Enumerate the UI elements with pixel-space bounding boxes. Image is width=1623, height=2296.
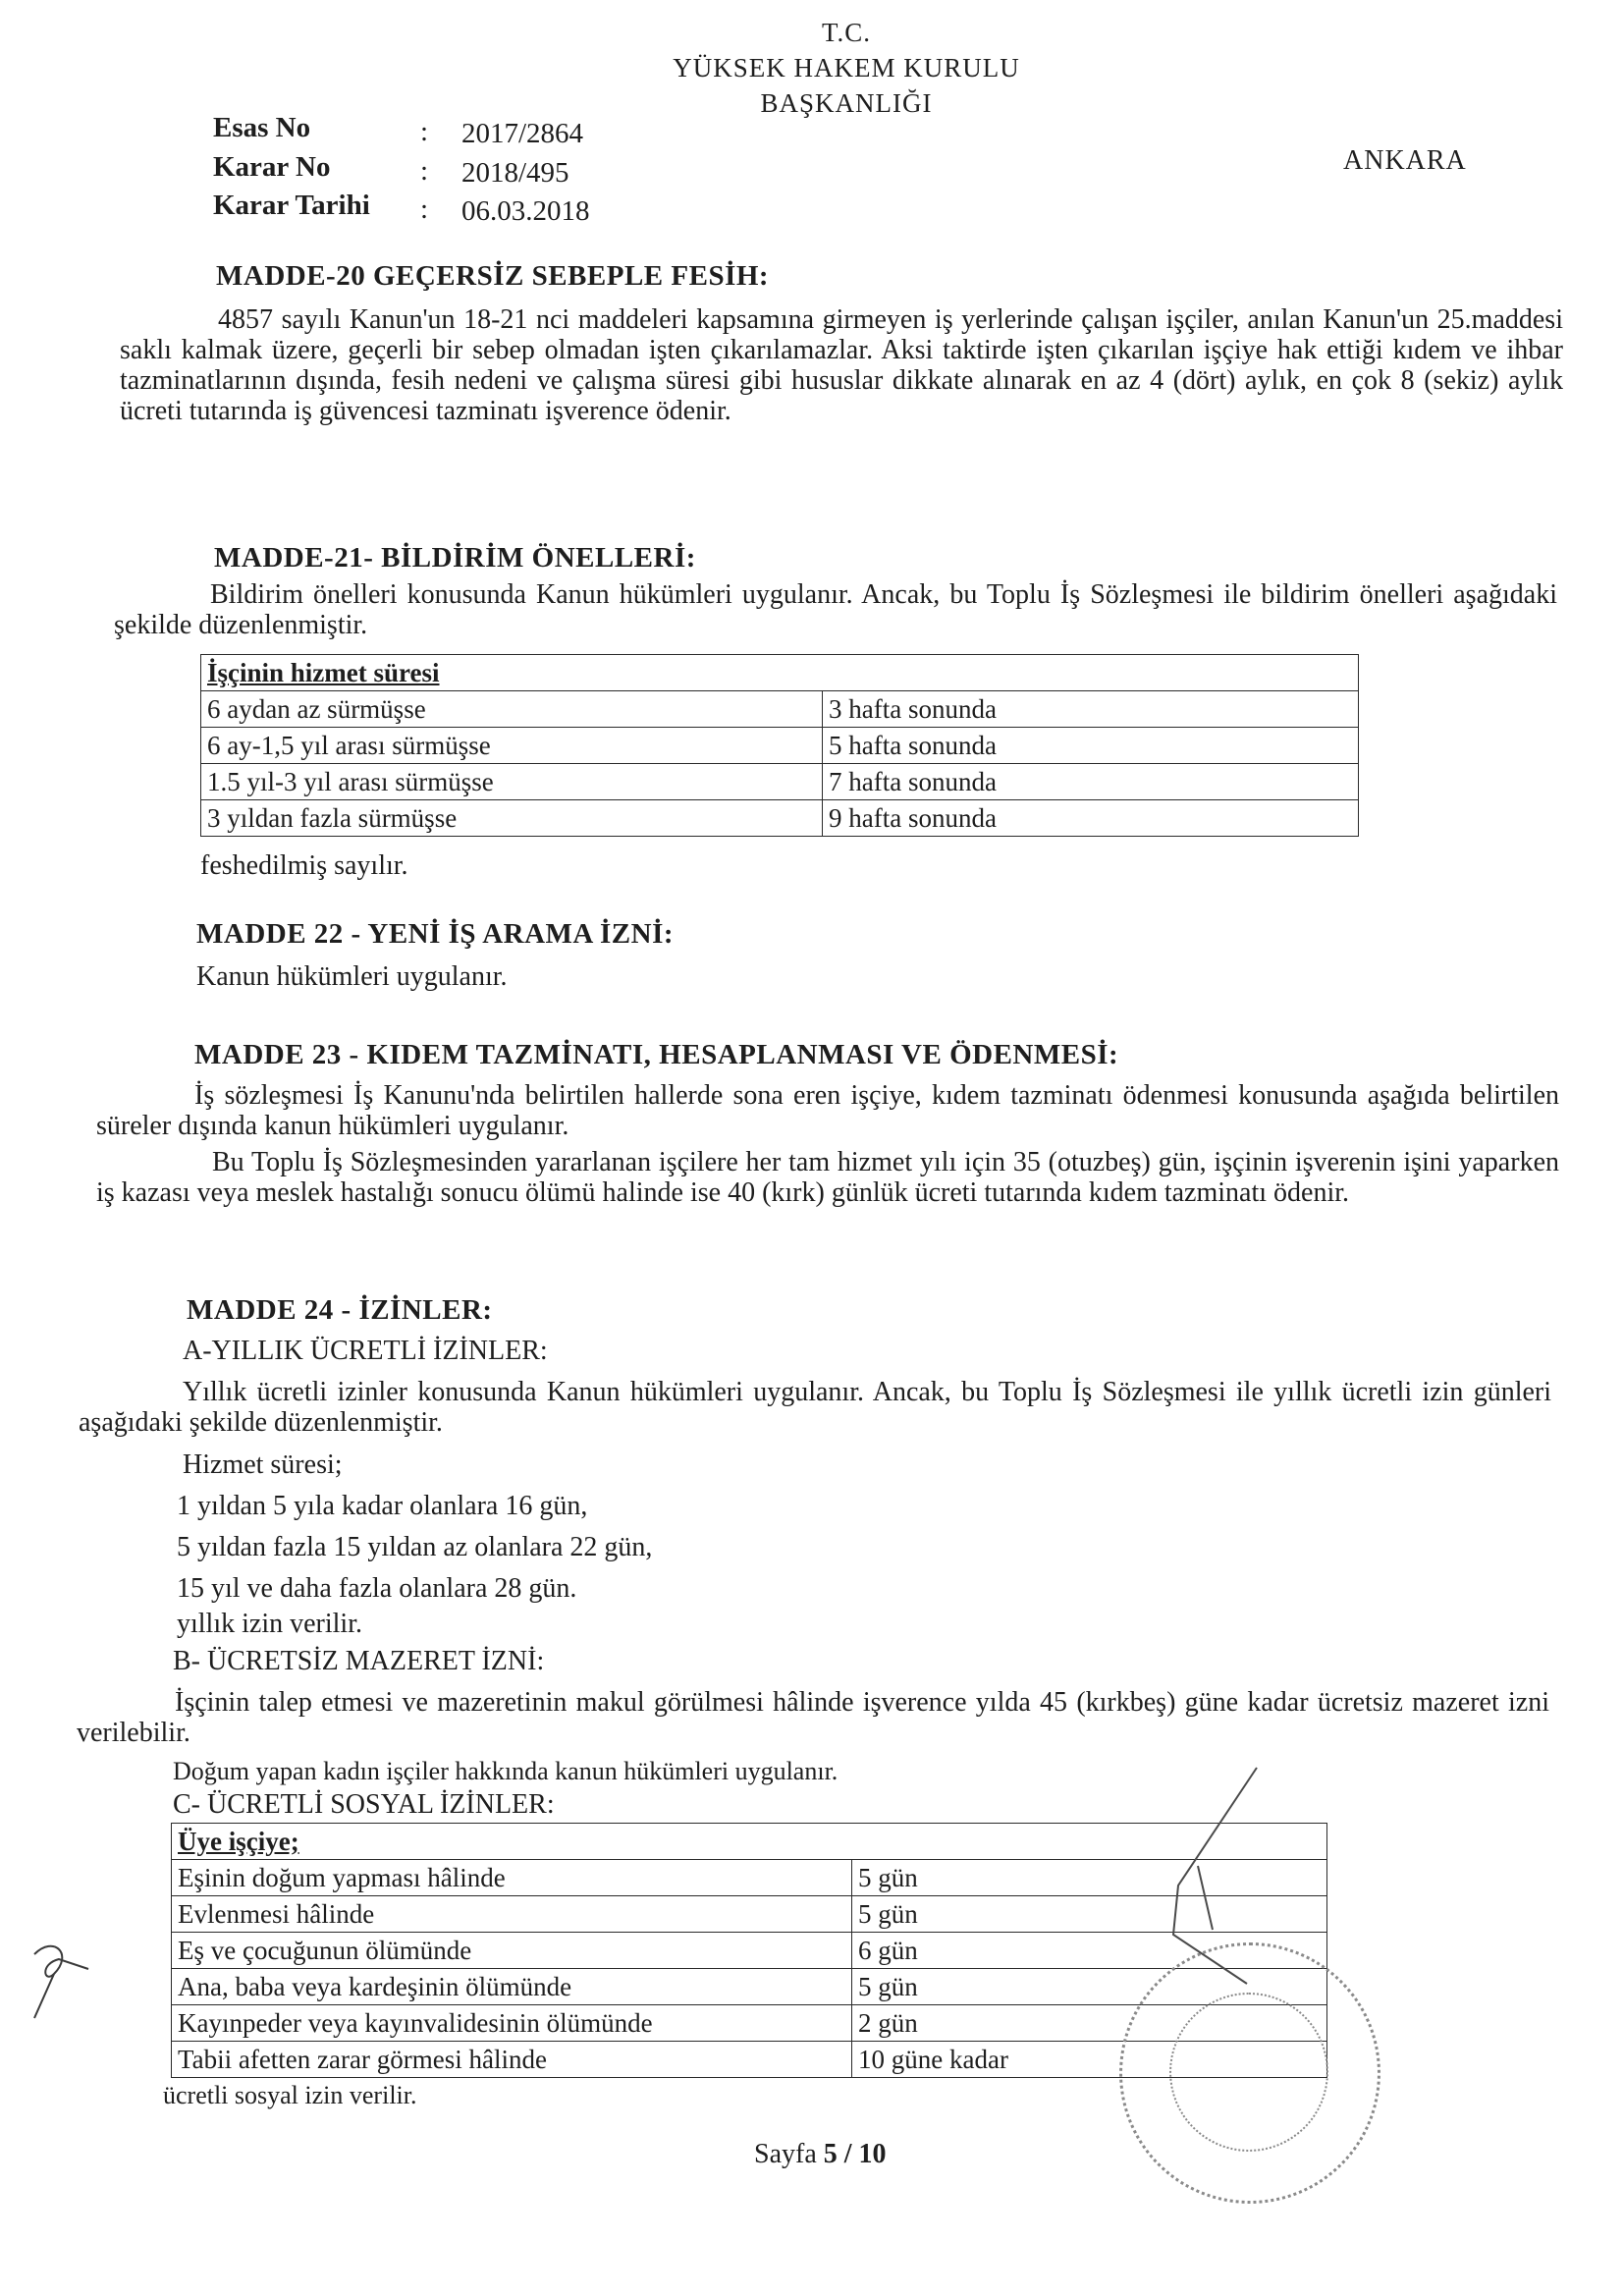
table-cell-label: 1.5 yıl-3 yıl arası sürmüşse xyxy=(201,764,823,800)
esas-value: 2017/2864 xyxy=(461,118,584,149)
seal-inner-ring xyxy=(1169,1993,1328,2152)
header-presidency: BAŞKANLIĞI xyxy=(760,88,933,118)
table-cell-label: 6 aydan az sürmüşse xyxy=(201,691,823,728)
madde-24-c-title: C- ÜCRETLİ SOSYAL İZİNLER: xyxy=(173,1789,555,1820)
madde-24-heading: MADDE 24 - İZİNLER: xyxy=(187,1294,493,1326)
madde-24-line1: 1 yıldan 5 yıla kadar olanlara 16 gün, xyxy=(177,1491,588,1521)
table-row xyxy=(201,728,1359,764)
table-cell-label: Ana, baba veya kardeşinin ölümünde xyxy=(172,1969,852,2005)
table-row xyxy=(201,691,1359,728)
table-cell-value: 5 gün xyxy=(852,1896,1327,1933)
table-row xyxy=(201,764,1359,800)
footer-page-number: 5 / 10 xyxy=(823,2139,887,2169)
madde-22-text: Kanun hükümleri uygulanır. xyxy=(196,961,508,992)
karar-value: 2018/495 xyxy=(461,157,569,189)
page-footer xyxy=(754,2139,887,2170)
madde-22-heading: MADDE 22 - YENİ İŞ ARAMA İZNİ: xyxy=(196,918,675,950)
madde-24-hizmet: Hizmet süresi; xyxy=(183,1449,343,1480)
madde-20-heading: MADDE-20 GEÇERSİZ SEBEPLE FESİH: xyxy=(216,260,770,292)
madde-21-heading: MADDE-21- BİLDİRİM ÖNELLERİ: xyxy=(214,542,696,574)
notice-table-header: İşçinin hizmet süresi xyxy=(201,655,1359,691)
table-cell-label: Tabii afetten zarar görmesi hâlinde xyxy=(172,2042,852,2078)
madde-21-after: feshedilmiş sayılır. xyxy=(200,850,408,881)
madde-21-text: Bildirim önelleri konusunda Kanun hükümleri uygulanır. Ancak, bu Toplu İş Sözleşmesi ile bildirim önelleri aşağıdaki şekilde düzenlenmiştir. xyxy=(114,579,1557,640)
madde-24-line4: yıllık izin verilir. xyxy=(177,1609,362,1639)
karar-label: Karar No xyxy=(213,151,331,183)
tarih-label: Karar Tarihi xyxy=(213,190,370,221)
madde-20-text: 4857 sayılı Kanun'un 18-21 nci maddeleri kapsamına girmeyen iş yerlerinde çalışan işçiler, anılan Kanun'un 25.maddesi saklı kalmak üzere, geçerli bir sebep olmadan işten çıkarılamazlar. Aksi taktirde işten çıkarılan işçiye hak ettiği kıdem ve ihbar tazminatlarının dışında, fesih nedeni ve çalışma süresi gibi hususlar dikkate alınarak en az 4 (dört) aylık, en çok 8 (sekiz) aylık ücreti tutarında iş güvencesi tazminatı işverence ödenir. xyxy=(120,304,1563,426)
madde-24-line3: 15 yıl ve daha fazla olanlara 28 gün. xyxy=(177,1573,577,1604)
table-cell-value: 3 hafta sonunda xyxy=(823,691,1359,728)
esas-label: Esas No xyxy=(213,112,311,143)
madde-23-p2: Bu Toplu İş Sözleşmesinden yararlanan işçilere her tam hizmet yılı için 35 (otuzbeş) gün, işçinin işverenin işini yaparken iş kazası veya meslek hastalığı sonucu ölümü halinde ise 40 (kırk) günlük ücreti tutarında kıdem tazminatı ödenir. xyxy=(96,1147,1559,1208)
madde-24-c-after: ücretli sosyal izin verilir. xyxy=(163,2081,417,2109)
table-cell-value: 5 hafta sonunda xyxy=(823,728,1359,764)
madde-24-a-text: Yıllık ücretli izinler konusunda Kanun hükümleri uygulanır. Ancak, bu Toplu İş Sözleşmesi ile yıllık ücretli izin günleri aşağıdaki şekilde düzenlenmiştir. xyxy=(79,1377,1551,1438)
notice-table-header-row xyxy=(201,655,1359,691)
social-table-header: Üye işçiye; xyxy=(172,1824,1327,1860)
madde-24-b-text2: Doğum yapan kadın işçiler hakkında kanun hükümleri uygulanır. xyxy=(173,1757,839,1785)
table-cell-value: 6 gün xyxy=(852,1933,1327,1969)
madde-24-a-title: A-YILLIK ÜCRETLİ İZİNLER: xyxy=(183,1336,548,1366)
header-tc: T.C. xyxy=(822,18,871,47)
table-cell-value: 5 gün xyxy=(852,1969,1327,2005)
table-cell-value: 2 gün xyxy=(852,2005,1327,2042)
table-cell-value: 9 hafta sonunda xyxy=(823,800,1359,837)
karar-sep: : xyxy=(420,155,429,187)
madde-24-b-text: İşçinin talep etmesi ve mazeretinin makul görülmesi hâlinde işverence yılda 45 (kırkbeş) güne kadar ücretsiz mazeret izni verilebilir. xyxy=(77,1687,1549,1748)
margin-paraph-mark xyxy=(15,1925,103,2023)
table-row xyxy=(201,800,1359,837)
footer-label: Sayfa xyxy=(754,2139,817,2169)
table-cell-label: Eşinin doğum yapması hâlinde xyxy=(172,1860,852,1896)
table-cell-label: Eş ve çocuğunun ölümünde xyxy=(172,1933,852,1969)
esas-sep: : xyxy=(420,116,429,147)
signature-mark xyxy=(1139,1758,1296,1994)
table-cell-value: 10 güne kadar xyxy=(852,2042,1327,2078)
table-cell-value: 7 hafta sonunda xyxy=(823,764,1359,800)
table-cell-label: Evlenmesi hâlinde xyxy=(172,1896,852,1933)
tarih-sep: : xyxy=(420,193,429,225)
table-cell-label: 6 ay-1,5 yıl arası sürmüşse xyxy=(201,728,823,764)
table-cell-label: Kayınpeder veya kayınvalidesinin ölümünde xyxy=(172,2005,852,2042)
madde-23-heading: MADDE 23 - KIDEM TAZMİNATI, HESAPLANMASI VE ÖDENMESİ: xyxy=(194,1039,1119,1070)
table-cell-value: 5 gün xyxy=(852,1860,1327,1896)
madde-24-b-title: B- ÜCRETSİZ MAZERET İZNİ: xyxy=(173,1646,545,1676)
table-cell-label: 3 yıldan fazla sürmüşse xyxy=(201,800,823,837)
tarih-value: 06.03.2018 xyxy=(461,195,590,227)
madde-24-line2: 5 yıldan fazla 15 yıldan az olanlara 22 gün, xyxy=(177,1532,653,1562)
notice-period-table xyxy=(200,654,1359,837)
header-city: ANKARA xyxy=(1343,145,1467,176)
madde-23-p1: İş sözleşmesi İş Kanunu'nda belirtilen hallerde sona eren işçiye, kıdem tazminatı ödenmesi konusunda aşağıda belirtilen süreler dışında kanun hükümleri uygulanır. xyxy=(96,1080,1559,1141)
header-institution: YÜKSEK HAKEM KURULU xyxy=(673,53,1020,82)
